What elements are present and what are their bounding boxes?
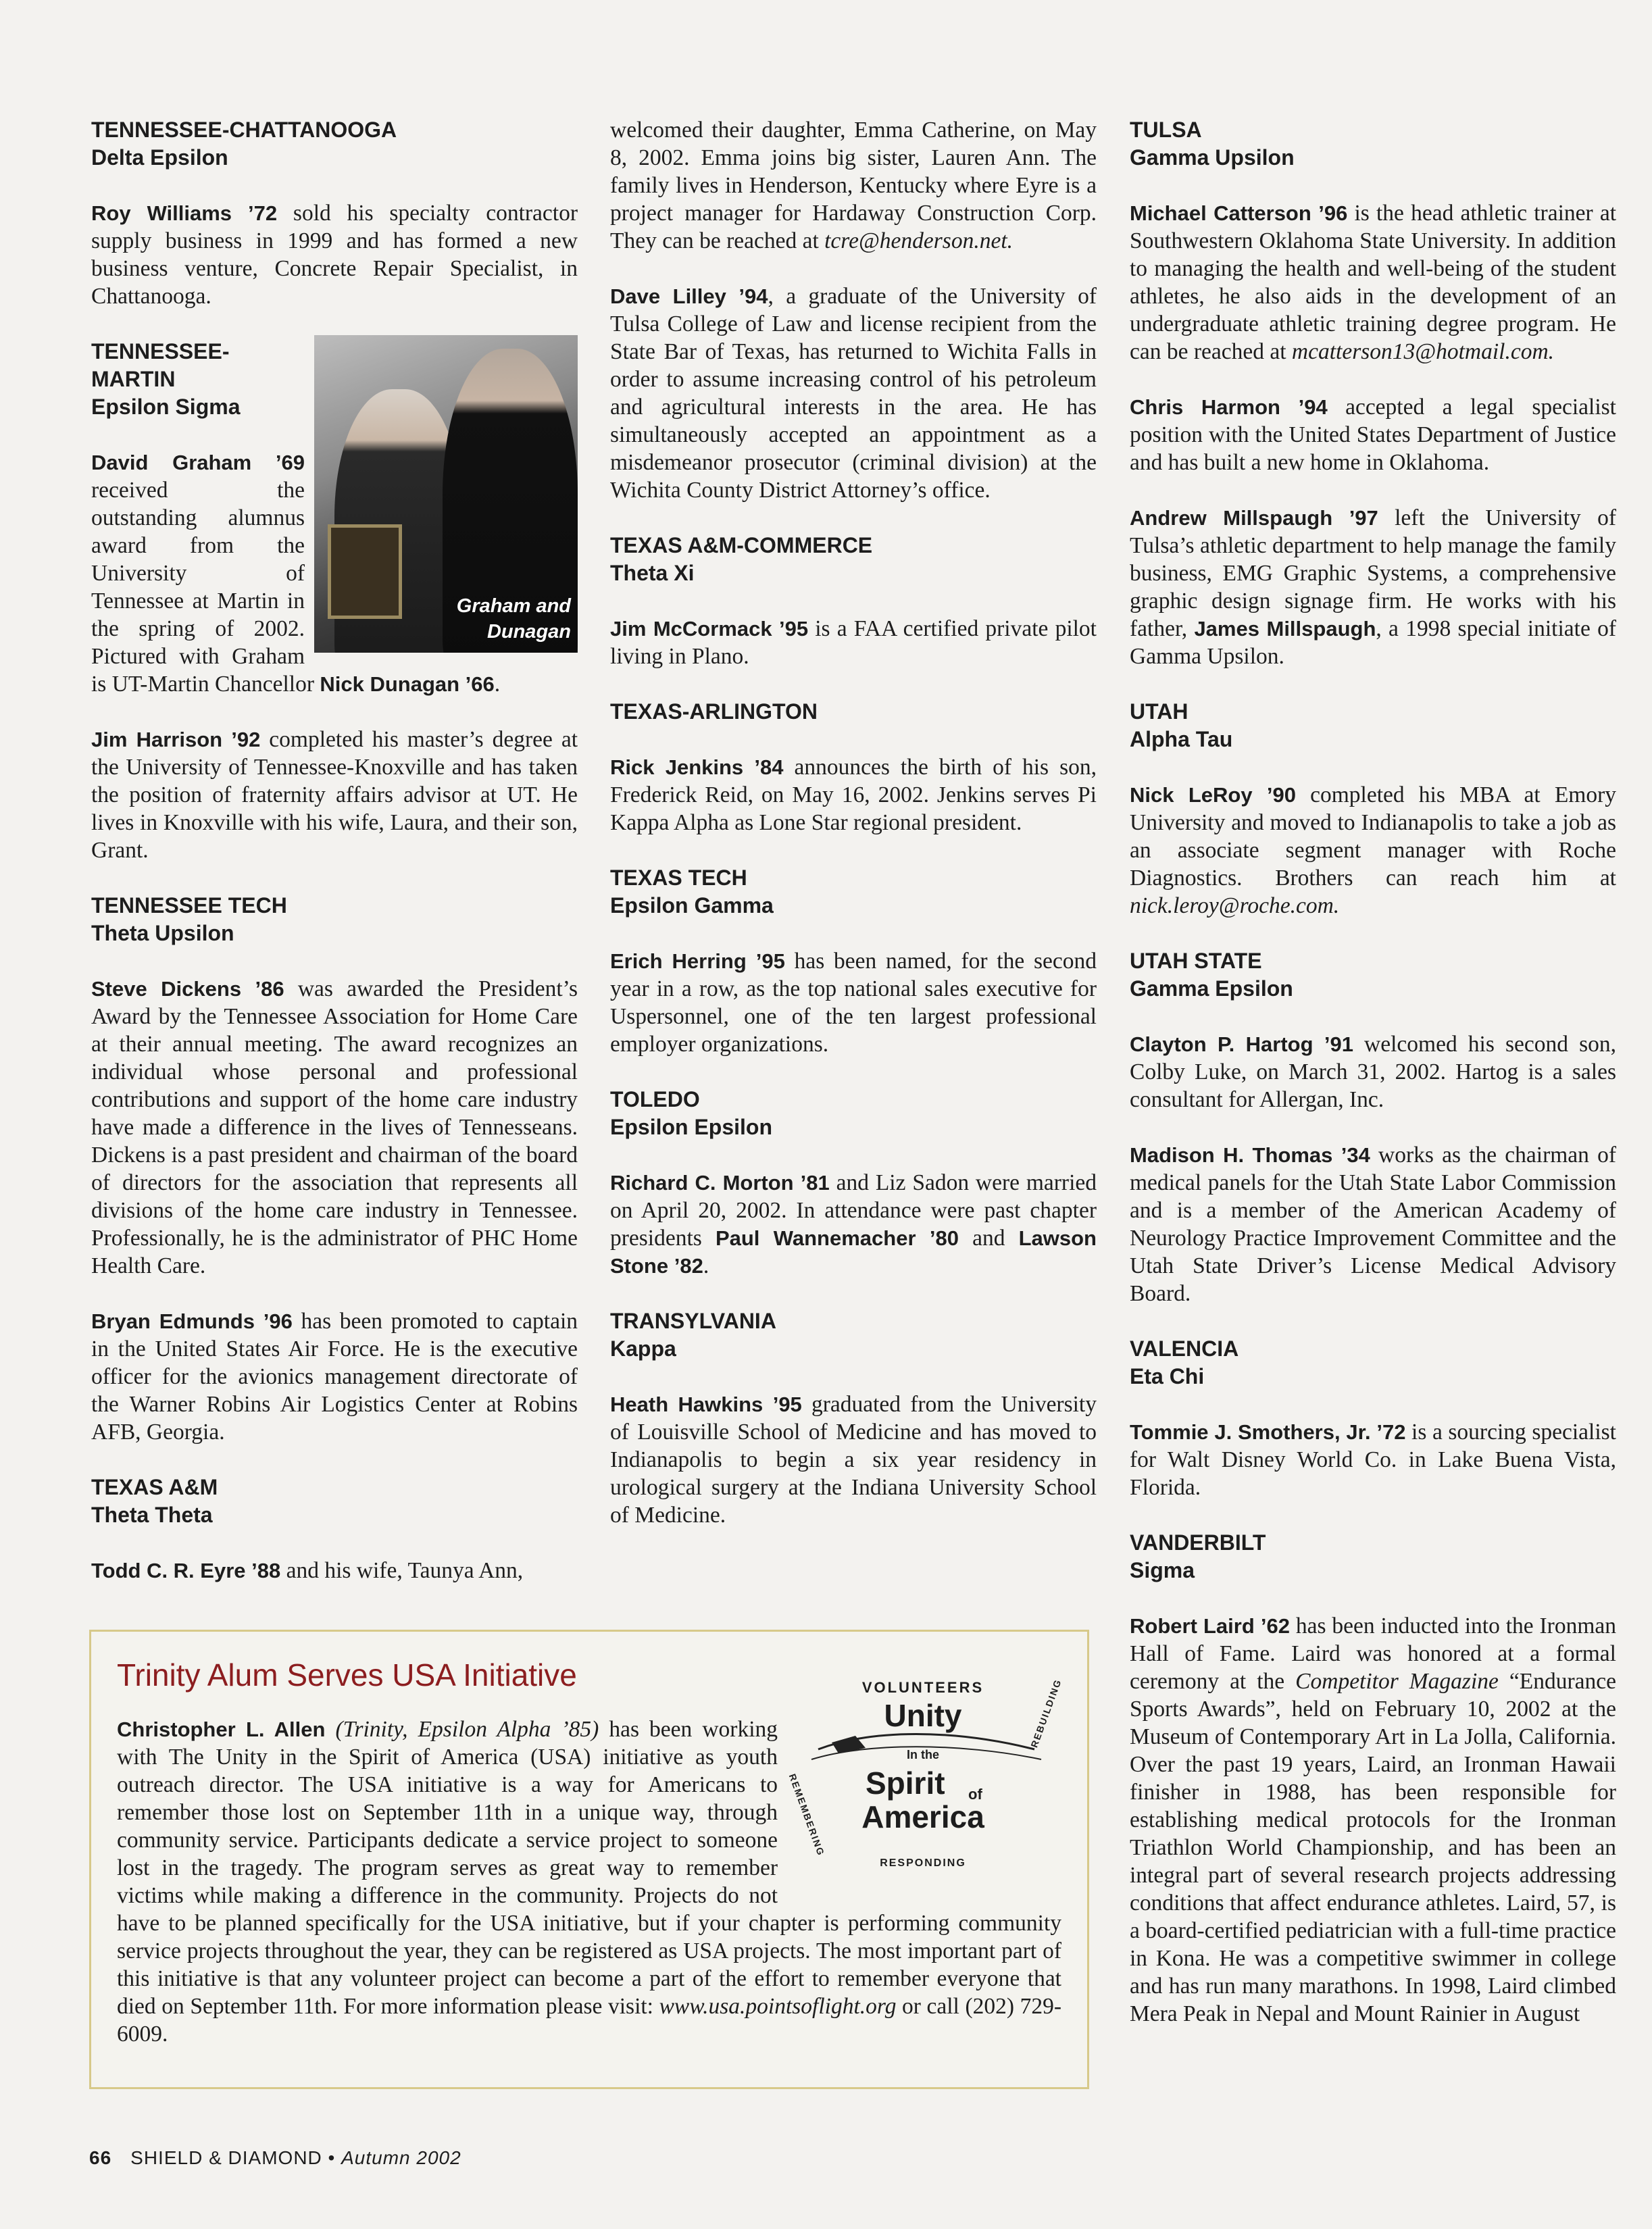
- usa-logo: [786, 1668, 1063, 1891]
- alumni-note: David Graham ’69 received the outstanding alumnus award from the University of Tennessee at Martin in the spring of 2002. Pictured with Graham is UT-Martin Chancellor Nick Dunagan ’66.: [91, 451, 501, 697]
- plaque: [328, 524, 402, 619]
- sidebar-body: Christopher L. Allen (Trinity, Epsilon Alpha ’85) has been working with The Unity in the Spirit of America (USA) initiative as youth outreach director. The USA initiative is a way for Americans to remember those lost on September 11th in a unique way, through community service. Participants dedicate a service project to someone lost in the tragedy. The program serves as great way to remember victims while making a difference in the community. Projects do not have to be planned specifically for the USA initiative, but if your chapter is performing community service projects throughout the year, they can be registered as USA projects. The most important part of this initiative is that any volunteer project can become a part of the effort to remember everyone that died on September 11th. For more information please visit: www.usa.pointsoflight.org or call (202) 729-6009.: [117, 1717, 1061, 2047]
- alumni-note: Tommie J. Smothers, Jr. ’72 is a sourcing specialist for Walt Disney World Co. in Lake Buena Vista, Florida.: [1130, 1420, 1616, 1500]
- chapter-heading: VANDERBILT Sigma: [1130, 1530, 1266, 1582]
- chapter-heading: TEXAS A&M Theta Theta: [91, 1475, 218, 1527]
- chapter-heading: UTAH Alpha Tau: [1130, 699, 1233, 751]
- chapter-heading: TOLEDO Epsilon Epsilon: [610, 1087, 773, 1139]
- logo-text-volunteers: VOLUNTEERS: [861, 1679, 984, 1696]
- chapter-heading: TENNESSEE- MARTIN Epsilon Sigma: [91, 339, 241, 419]
- photo-caption: Graham and Dunagan: [456, 595, 571, 643]
- logo-text-responding: RESPONDING: [880, 1857, 966, 1869]
- alumni-note: Clayton P. Hartog ’91 welcomed his second son, Colby Luke, on March 31, 2002. Hartog is a sales consultant for Allergan, Inc.: [1130, 1032, 1616, 1112]
- alumni-note: Nick LeRoy ’90 completed his MBA at Emory University and moved to Indianapolis to take a job as an associate segment manager with Roche Diagnostics. Brothers can reach him at nick.leroy@roche.com.: [1130, 782, 1617, 918]
- alumni-note: Andrew Millspaugh ’97 left the University of Tulsa’s athletic department to help manage the family business, EMG Graphic Systems, a comprehensive graphic design signage firm. He works with his father, James Millspaugh, a 1998 special initiate of Gamma Upsilon.: [1130, 505, 1617, 669]
- page-number: 66: [89, 2147, 112, 2168]
- column-1: [91, 116, 578, 1612]
- alumni-note: Madison H. Thomas ’34 works as the chairman of medical panels for the Utah State Labor Commission and is a member of the American Academy of Neurology Practice Improvement Committee and the Utah State Driver’s License Medical Advisory Board.: [1130, 1143, 1616, 1306]
- page-footer: [89, 2147, 461, 2169]
- issue-date: Autumn 2002: [341, 2147, 461, 2168]
- alumni-note: Robert Laird ’62 has been inducted into the Ironman Hall of Fame. Laird was honored at a formal ceremony at the Competitor Magazine “Endurance Sports Awards”, held on February 10, 2002 at the Museum of Contemporary Art in La Jolla, California. Over the past 19 years, Laird, an Ironman Hawaii finisher in 1988, has been responsible for establishing medical protocols for the Ironman Triathlon World Championship, and has been an integral part of several research projects addressing conditions that affect endurance athletes. Laird, 57, is a board-certified pediatrician with a full-time practice in Kona. He was a competitive swimmer in college and has run many marathons. In 1998, Laird climbed Mera Peak in Nepal and Mount Rainier in August: [1130, 1613, 1617, 2026]
- logo-text-america: America: [861, 1799, 984, 1834]
- alumni-note: Rick Jenkins ’84 announces the birth of his son, Frederick Reid, on May 16, 2002. Jenkins serves Pi Kappa Alpha as Lone Star regional president.: [610, 755, 1097, 835]
- chapter-heading: TEXAS A&M-COMMERCE Theta Xi: [610, 533, 873, 585]
- alumni-note: Roy Williams ’72 sold his specialty contractor supply business in 1999 and has formed a new business venture, Concrete Repair Specialist, in Chattanooga.: [91, 201, 578, 309]
- chapter-heading: VALENCIA Eta Chi: [1130, 1336, 1239, 1388]
- sidebar-title: Trinity Alum Serves USA Initiative: [117, 1657, 577, 1693]
- column-2: [610, 116, 1097, 1557]
- photo-graham-dunagan: [314, 335, 578, 653]
- alumni-note: Jim McCormack ’95 is a FAA certified private pilot living in Plano.: [610, 616, 1097, 669]
- publication-name: SHIELD & DIAMOND •: [130, 2147, 342, 2168]
- chapter-heading: TRANSYLVANIA Kappa: [610, 1309, 776, 1361]
- alumni-note: Steve Dickens ’86 was awarded the President’s Award by the Tennessee Association for Home Care at their annual meeting. The award recognizes an individual whose personal and professional contributions and support of the home care industry have made a difference in the lives of Tennesseans. Dickens is a past president and chairman of the board of directors for the association that represents all divisions of the home care industry in Tennessee. Professionally, he is the administrator of PHC Home Health Care.: [91, 976, 578, 1278]
- chapter-heading: TEXAS-ARLINGTON: [610, 699, 818, 724]
- alumni-note: Michael Catterson ’96 is the head athletic trainer at Southwestern Oklahoma State University. In addition to managing the health and well-being of the student athletes, he also aids in the development of an undergraduate athletic training degree program. He can be reached at mcatterson13@hotmail.com.: [1130, 201, 1617, 364]
- chapter-heading: TULSA Gamma Upsilon: [1130, 118, 1295, 170]
- logo-text-inthe: In the: [907, 1748, 939, 1761]
- logo-text-spirit: Spirit: [866, 1765, 945, 1801]
- chapter-heading: UTAH STATE Gamma Epsilon: [1130, 949, 1293, 1001]
- logo-text-of: of: [968, 1786, 982, 1803]
- logo-text-rebuilding: REBUILDING: [1028, 1677, 1063, 1749]
- logo-text-remembering: REMEMBERING: [786, 1772, 827, 1858]
- chapter-heading: TEXAS TECH Epsilon Gamma: [610, 866, 774, 918]
- alumni-note: Erich Herring ’95 has been named, for the second year in a row, as the top national sales executive for Uspersonnel, one of the ten largest professional employer organizations.: [610, 949, 1097, 1057]
- logo-text-unity: Unity: [884, 1698, 962, 1733]
- chapter-heading: TENNESSEE-CHATTANOOGA Delta Epsilon: [91, 118, 397, 170]
- alumni-note: Bryan Edmunds ’96 has been promoted to captain in the United States Air Force. He is the executive officer for the avionics management directorate of the Warner Robins Air Logistics Center at Robins AFB, Georgia.: [91, 1309, 578, 1445]
- column-3: [1130, 116, 1616, 2055]
- alumni-note: welcomed their daughter, Emma Catherine, on May 8, 2002. Emma joins big sister, Lauren Ann. The family lives in Henderson, Kentucky where Eyre is a project manager for Hardaway Construction Corp. They can be reached at tcre@henderson.net.: [610, 118, 1097, 253]
- alumni-note: Dave Lilley ’94, a graduate of the University of Tulsa College of Law and license recipient from the State Bar of Texas, has returned to Wichita Falls in order to assume increasing control of his petroleum and agricultural interests in the area. He has simultaneously accepted an appointment as a misdemeanor prosecutor (criminal division) at the Wichita County District Attorney’s office.: [610, 284, 1097, 503]
- sidebar-box: [89, 1630, 1089, 2089]
- chapter-heading: TENNESSEE TECH Theta Upsilon: [91, 893, 287, 945]
- alumni-note: Todd C. R. Eyre ’88 and his wife, Taunya Ann,: [91, 1558, 524, 1583]
- alumni-note: Jim Harrison ’92 completed his master’s degree at the University of Tennessee-Knoxville and has taken the position of fraternity affairs advisor at UT. He lives in Knoxville with his wife, Laura, and their son, Grant.: [91, 727, 578, 863]
- alumni-note: Richard C. Morton ’81 and Liz Sadon were married on April 20, 2002. In attendance were past chapter presidents Paul Wannemacher ’80 and Lawson Stone ’82.: [610, 1170, 1097, 1278]
- alumni-note: Heath Hawkins ’95 graduated from the University of Louisville School of Medicine and has moved to Indianapolis to begin a six year residency in urological surgery at the Indiana University School of Medicine.: [610, 1392, 1097, 1528]
- alumni-note: Chris Harmon ’94 accepted a legal specialist position with the United States Department of Justice and has built a new home in Oklahoma.: [1130, 395, 1616, 475]
